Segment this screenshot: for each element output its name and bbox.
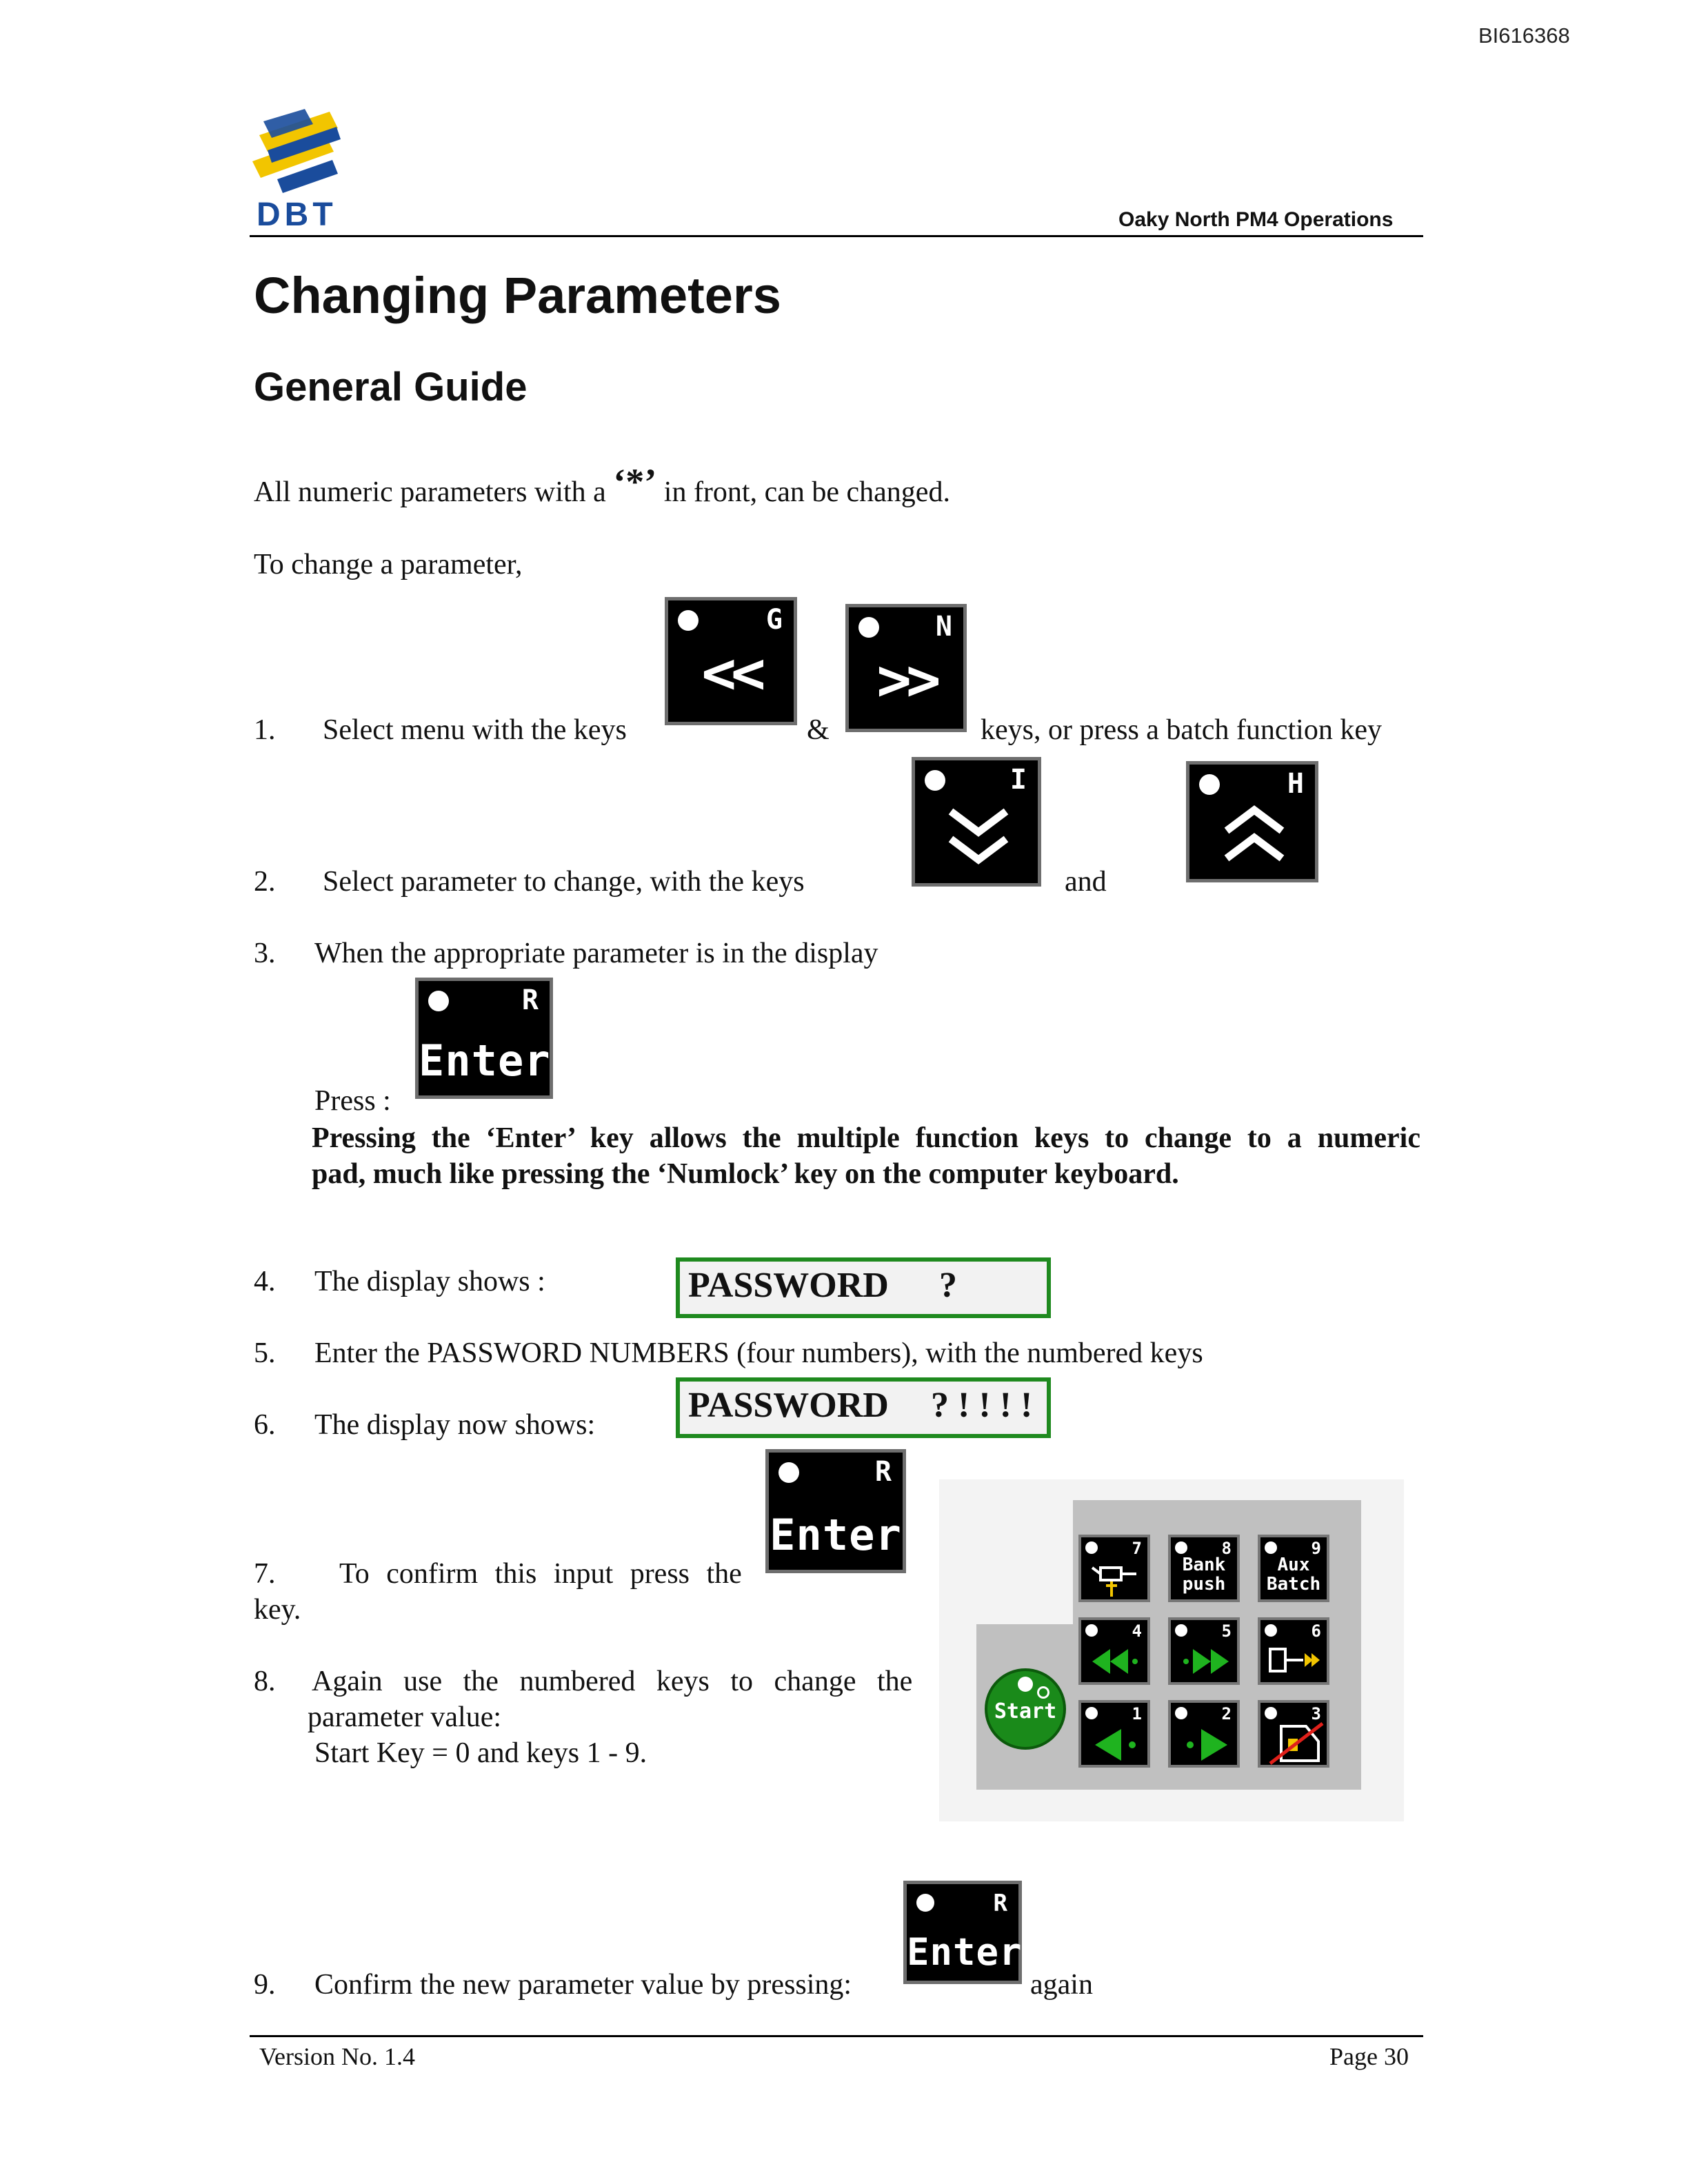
- enter-key-confirm[interactable]: [765, 1449, 906, 1573]
- header-rule: [250, 235, 1423, 237]
- enter-note-line-2: pad, much like pressing the ‘Numlock’ key on the computer keyboard.: [312, 1158, 1179, 1190]
- key-indicator-dot: [1265, 1624, 1277, 1637]
- key-number: 7: [1132, 1539, 1142, 1558]
- to-change-text: To change a parameter,: [254, 549, 523, 580]
- key-number: 5: [1221, 1621, 1232, 1641]
- step-1-number: 1.: [254, 714, 276, 746]
- enter-key[interactable]: [415, 978, 553, 1099]
- key-number: 1: [1132, 1704, 1142, 1723]
- display-label: PASSWORD: [688, 1386, 889, 1425]
- step-8-text: Again use the numbered keys to change the: [312, 1666, 913, 1697]
- keypad-key-5[interactable]: [1168, 1617, 1240, 1685]
- step-4-number: 4.: [254, 1266, 276, 1297]
- key-indicator-dot: [1175, 1624, 1187, 1637]
- key-number: 8: [1221, 1539, 1232, 1558]
- footer-page-number: Page 30: [1329, 2043, 1409, 2070]
- step-2-and: and: [1065, 866, 1107, 898]
- step-6-number: 6.: [254, 1409, 276, 1441]
- keypad-key-3[interactable]: [1258, 1700, 1329, 1768]
- press-label: Press :: [314, 1085, 391, 1117]
- fast-reverse-icon: [1089, 1646, 1142, 1677]
- document-id: BI616368: [1478, 23, 1570, 48]
- key-indicator-dot: [1085, 1707, 1098, 1719]
- step-1-after-text: keys, or press a batch function key: [981, 714, 1382, 746]
- start-ring-icon: [1037, 1686, 1049, 1699]
- scroll-down-key[interactable]: [912, 757, 1041, 887]
- step-1-ampersand: &: [807, 714, 830, 746]
- enter-label: Enter: [770, 1510, 902, 1560]
- key-letter: R: [993, 1890, 1007, 1917]
- keypad-key-1[interactable]: [1078, 1700, 1150, 1768]
- key-indicator-dot: [1199, 774, 1220, 795]
- step-3-text: When the appropriate parameter is in the display: [314, 938, 878, 969]
- double-down-chevron-icon: [945, 802, 1012, 871]
- keypad-key-9[interactable]: [1258, 1535, 1329, 1602]
- start-label: Start: [994, 1699, 1057, 1723]
- key-label: Bank push: [1182, 1555, 1226, 1595]
- display-label: PASSWORD: [688, 1266, 889, 1305]
- step-4-text: The display shows :: [314, 1266, 545, 1297]
- door-disabled-icon: [1267, 1721, 1325, 1765]
- key-indicator-dot: [1265, 1541, 1277, 1554]
- display-value: ?: [939, 1266, 957, 1305]
- step-9-after-text: again: [1030, 1969, 1093, 2001]
- dbt-logo-icon: [250, 108, 346, 197]
- footer-rule: [250, 2035, 1423, 2037]
- key-indicator-dot: [916, 1894, 934, 1912]
- key-number: 9: [1311, 1539, 1321, 1558]
- step-9-number: 9.: [254, 1969, 276, 2001]
- enter-label: Enter: [907, 1930, 1023, 1974]
- start-key[interactable]: [985, 1668, 1066, 1750]
- password-display-empty: [676, 1257, 1051, 1318]
- step-5-number: 5.: [254, 1337, 276, 1369]
- keypad-key-8[interactable]: [1168, 1535, 1240, 1602]
- enter-key-final[interactable]: [903, 1881, 1022, 1984]
- ram-extend-icon: [1267, 1644, 1323, 1678]
- key-number: 3: [1311, 1704, 1321, 1723]
- keypad-key-7[interactable]: [1078, 1535, 1150, 1602]
- enter-label: Enter: [419, 1035, 551, 1086]
- fast-forward-icon: [1179, 1646, 1232, 1677]
- step-7-number: 7.: [254, 1558, 276, 1590]
- pusher-icon: [1091, 1561, 1141, 1599]
- step-8-keys-note: Start Key = 0 and keys 1 - 9.: [314, 1737, 647, 1769]
- step-6-text: The display now shows:: [314, 1409, 596, 1441]
- page-title: Changing Parameters: [254, 267, 781, 324]
- key-letter: H: [1287, 768, 1304, 800]
- footer-version: Version No. 1.4: [259, 2043, 415, 2070]
- prev-menu-key[interactable]: [665, 597, 797, 725]
- key-indicator-dot: [1175, 1541, 1187, 1554]
- key-letter: G: [765, 604, 783, 636]
- step-1-text: Select menu with the keys: [323, 714, 627, 746]
- section-subtitle: General Guide: [254, 365, 528, 410]
- key-indicator-dot: [1085, 1541, 1098, 1554]
- intro-star: ‘*’: [613, 461, 657, 503]
- key-indicator-dot: [1175, 1707, 1187, 1719]
- logo-text: DBT: [257, 196, 337, 233]
- next-menu-key[interactable]: [845, 604, 967, 732]
- key-letter: R: [521, 984, 539, 1016]
- header-title: Oaky North PM4 Operations: [1118, 208, 1394, 231]
- start-dot-icon: [1018, 1677, 1033, 1692]
- scroll-up-key[interactable]: [1186, 761, 1318, 882]
- key-indicator-dot: [778, 1462, 799, 1483]
- keypad-key-4[interactable]: [1078, 1617, 1150, 1685]
- double-left-chevron-icon: <<: [701, 639, 761, 707]
- step-7-text: To confirm this input press the: [339, 1558, 742, 1590]
- step-8-number: 8.: [254, 1666, 276, 1697]
- step-7-text-cont: key.: [254, 1594, 301, 1626]
- key-indicator-dot: [1085, 1624, 1098, 1637]
- step-2-number: 2.: [254, 866, 276, 898]
- key-number: 4: [1132, 1621, 1142, 1641]
- double-up-chevron-icon: [1221, 799, 1287, 868]
- key-indicator-dot: [1265, 1707, 1277, 1719]
- key-indicator-dot: [925, 770, 945, 791]
- enter-note-line-1: Pressing the ‘Enter’ key allows the multiple function keys to change to a numeric: [312, 1122, 1420, 1154]
- display-value: ? ! ! ! !: [931, 1386, 1033, 1425]
- keypad-key-2[interactable]: [1168, 1700, 1240, 1768]
- key-letter: N: [935, 611, 952, 643]
- keypad-key-6[interactable]: [1258, 1617, 1329, 1685]
- key-letter: R: [874, 1456, 892, 1488]
- step-9-text: Confirm the new parameter value by pressing:: [314, 1969, 852, 2001]
- double-right-chevron-icon: >>: [876, 646, 936, 714]
- forward-icon: [1180, 1726, 1233, 1763]
- step-2-text: Select parameter to change, with the keys: [323, 866, 805, 898]
- step-3-number: 3.: [254, 938, 276, 969]
- intro-text: [254, 461, 950, 509]
- intro-pre: All numeric parameters with a: [254, 476, 614, 508]
- key-number: 2: [1221, 1704, 1232, 1723]
- key-indicator-dot: [678, 610, 699, 631]
- key-indicator-dot: [428, 991, 449, 1011]
- key-indicator-dot: [858, 617, 879, 638]
- password-display-entered: [676, 1377, 1051, 1438]
- key-letter: I: [1009, 764, 1027, 796]
- dbt-logo: [250, 108, 346, 232]
- intro-post: in front, can be changed.: [656, 476, 950, 508]
- key-label: Aux Batch: [1266, 1555, 1321, 1595]
- reverse-icon: [1091, 1726, 1143, 1763]
- key-number: 6: [1311, 1621, 1321, 1641]
- step-8-text-cont: parameter value:: [308, 1701, 501, 1733]
- step-5-text: Enter the PASSWORD NUMBERS (four numbers), with the numbered keys: [314, 1337, 1203, 1369]
